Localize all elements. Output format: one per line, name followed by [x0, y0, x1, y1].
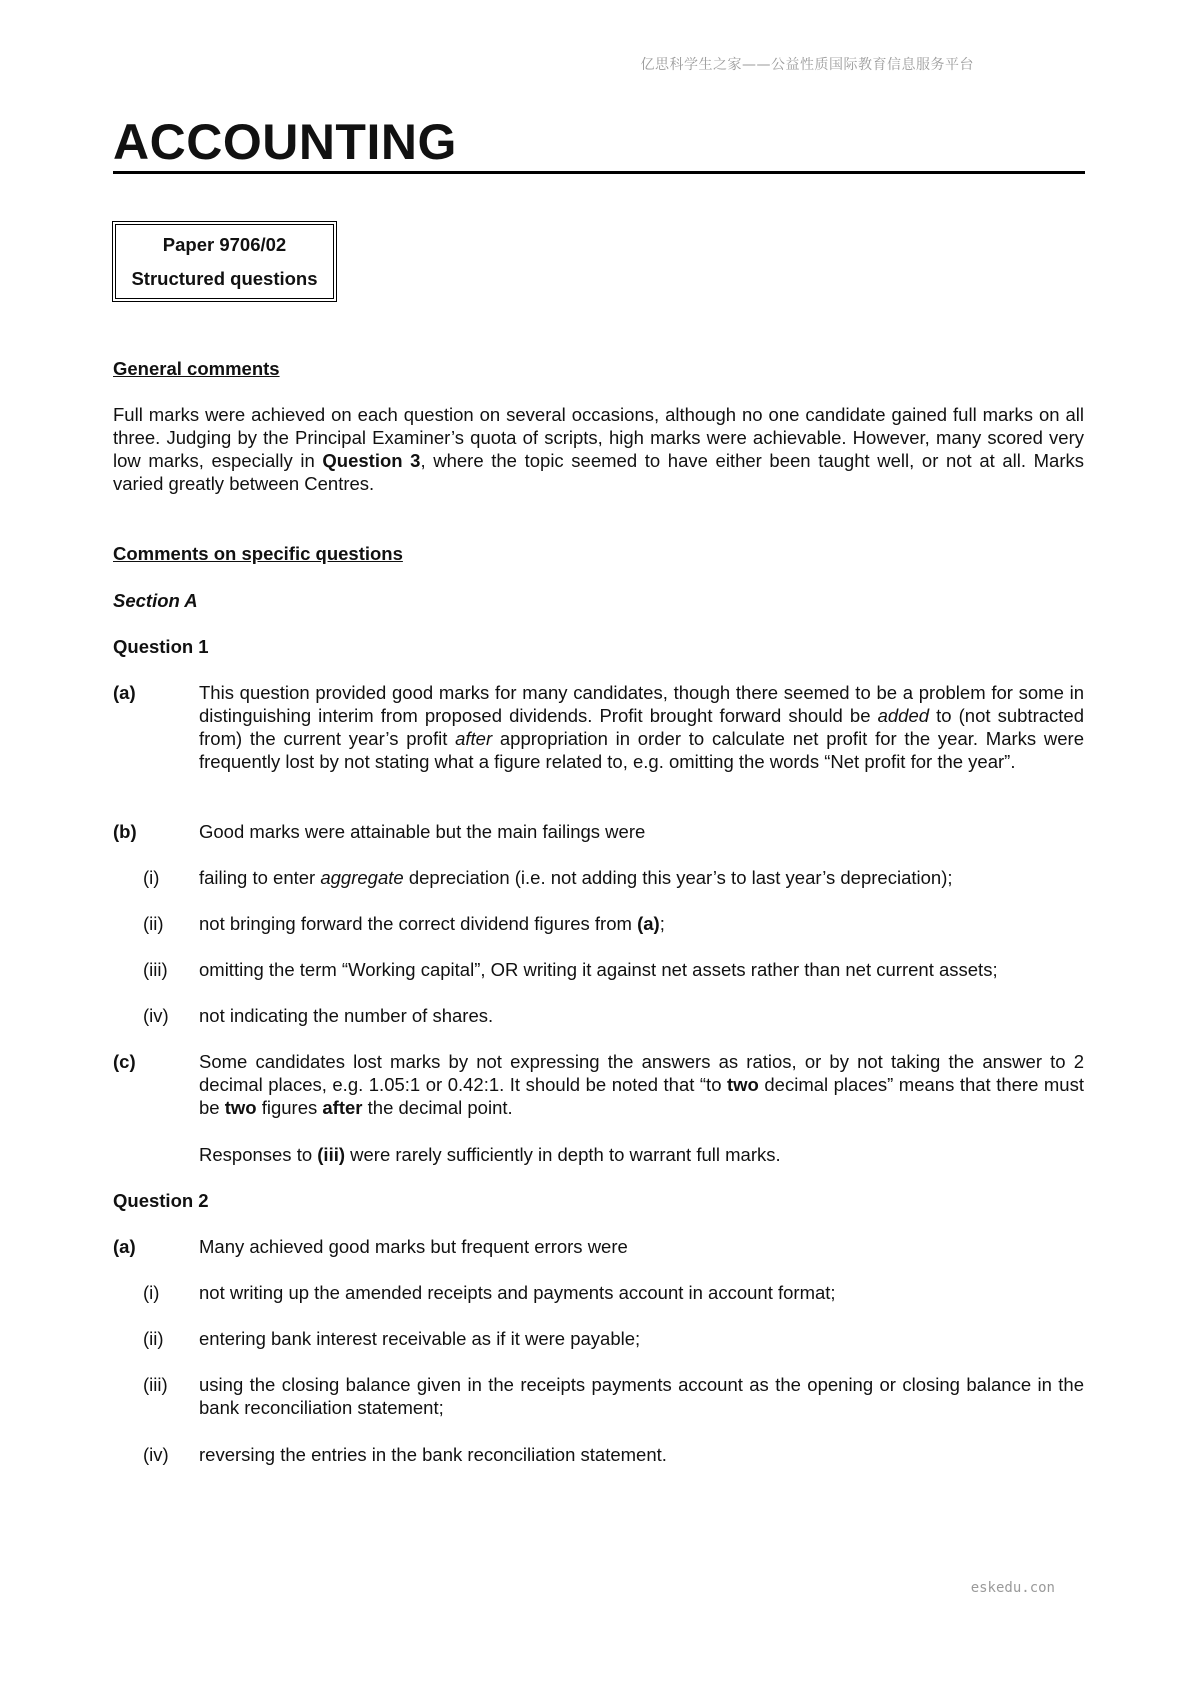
list-item: not writing up the amended receipts and payments account in account format; — [199, 1282, 836, 1303]
paper-box — [112, 221, 337, 302]
specific-comments-heading: Comments on specific questions — [113, 543, 403, 564]
title-rule — [113, 171, 1085, 174]
list-number: (ii) — [143, 913, 164, 934]
q1-c-label: (c) — [113, 1051, 136, 1072]
list-item: not bringing forward the correct dividend figures from (a); — [199, 913, 665, 934]
list-item: using the closing balance given in the receipts payments account as the opening or closing balance in the bank reconciliation statement; — [199, 1374, 1084, 1418]
question-1-heading: Question 1 — [113, 636, 209, 657]
list-item: reversing the entries in the bank reconciliation statement. — [199, 1444, 667, 1465]
list-item: entering bank interest receivable as if it were payable; — [199, 1328, 641, 1349]
list-number: (ii) — [143, 1328, 164, 1349]
page-title: ACCOUNTING — [113, 114, 457, 170]
list-item: failing to enter aggregate depreciation (i.e. not adding this year’s to last year’s depreciation); — [199, 867, 953, 888]
list-number: (i) — [143, 867, 160, 888]
list-number: (iv) — [143, 1444, 169, 1465]
paper-number: Paper 9706/02 — [162, 233, 287, 255]
watermark-bottom: eskedu.con — [970, 1580, 1055, 1596]
q2-a-label: (a) — [113, 1236, 136, 1257]
watermark-top: 亿思科学生之家——公益性质国际教育信息服务平台 — [640, 57, 974, 73]
q2-a-text: Many achieved good marks but frequent errors were — [199, 1236, 628, 1257]
list-number: (i) — [143, 1282, 160, 1303]
list-number: (iii) — [143, 1374, 168, 1395]
general-comments-heading: General comments — [113, 358, 280, 379]
paper-type: Structured questions — [131, 267, 318, 289]
q1-c-text: Some candidates lost marks by not expressing the answers as ratios, or by not taking the answer to 2 decimal places, e.g. 1.05:1 or 0.42:1. It should be noted that “to two decimal places” means that there must be two figures after the decimal point. — [199, 1051, 1084, 1118]
q1-b-text: Good marks were attainable but the main failings were — [199, 821, 646, 842]
list-number: (iv) — [143, 1005, 169, 1026]
q1-c-followup: Responses to (iii) were rarely sufficiently in depth to warrant full marks. — [199, 1144, 781, 1165]
q1-a-label: (a) — [113, 682, 136, 703]
general-comments-paragraph: Full marks were achieved on each question on several occasions, although no one candidate gained full marks on all three. Judging by the Principal Examiner’s quota of scripts, high marks were achievable. However, many scored very low marks, especially in Question 3, where the topic seemed to have either been taught well, or not at all. Marks varied greatly between Centres. — [113, 404, 1085, 494]
q1-a-text: This question provided good marks for many candidates, though there seemed to be a problem for some in distinguishing interim from proposed dividends. Profit brought forward should be added to (not subtracted from) the current year’s profit after appropriation in order to calculate net profit for the year. Marks were frequently lost by not stating what a figure related to, e.g. omitting the words “Net profit for the year”. — [199, 682, 1085, 772]
q1-b-label: (b) — [113, 821, 137, 842]
list-item: omitting the term “Working capital”, OR writing it against net assets rather than net current assets; — [199, 959, 998, 980]
section-heading: Section A — [113, 590, 198, 611]
list-number: (iii) — [143, 959, 168, 980]
list-item: not indicating the number of shares. — [199, 1005, 494, 1026]
question-2-heading: Question 2 — [113, 1190, 209, 1211]
